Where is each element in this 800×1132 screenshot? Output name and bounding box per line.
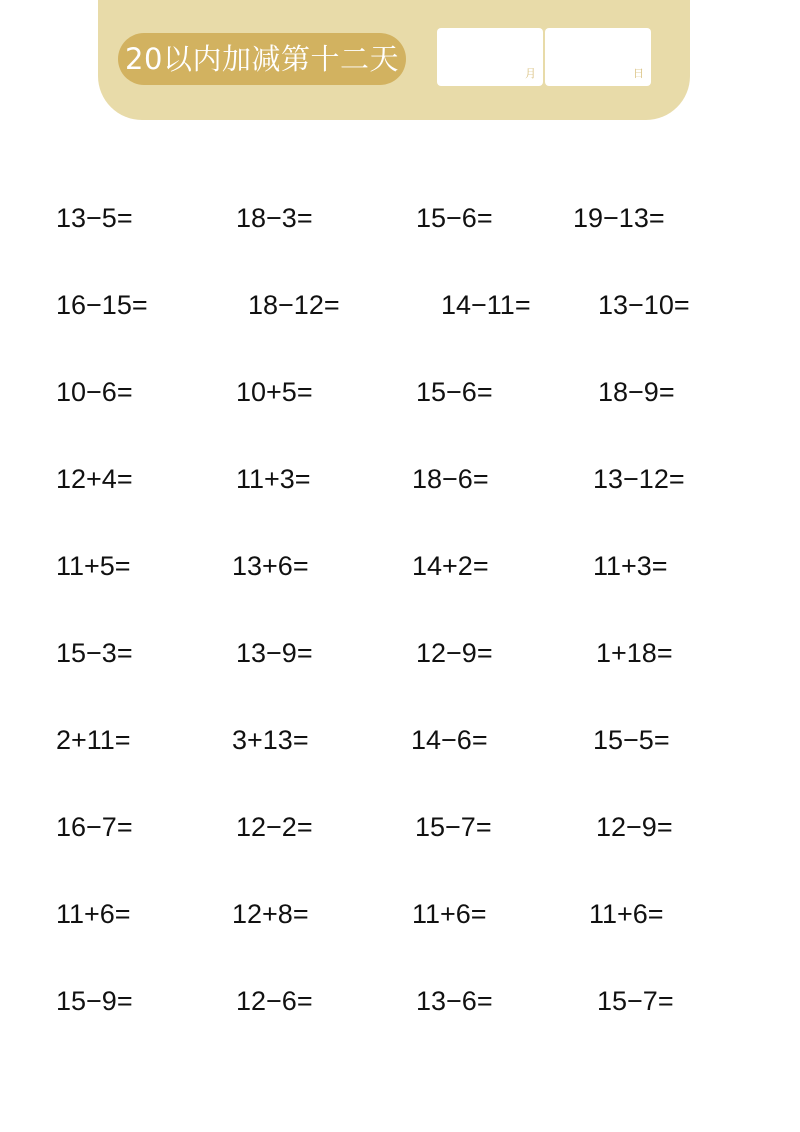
problem-r8-c3: 15−7= xyxy=(415,812,492,842)
problem-r7-c1: 2+11= xyxy=(56,725,131,755)
problem-r10-c1: 15−9= xyxy=(56,986,133,1016)
problem-r1-c2: 18−3= xyxy=(236,203,313,233)
problem-r9-c4: 11+6= xyxy=(589,899,664,929)
problem-r2-c1: 16−15= xyxy=(56,290,148,320)
day-unit-label: 日 xyxy=(633,67,644,80)
day-field[interactable] xyxy=(545,28,651,86)
problem-r5-c3: 14+2= xyxy=(412,551,489,581)
problem-r5-c4: 11+3= xyxy=(593,551,668,581)
problem-r3-c1: 10−6= xyxy=(56,377,133,407)
problem-r7-c3: 14−6= xyxy=(411,725,488,755)
problem-r9-c2: 12+8= xyxy=(232,899,309,929)
problem-r4-c2: 11+3= xyxy=(236,464,311,494)
problem-r6-c3: 12−9= xyxy=(416,638,493,668)
problem-r9-c1: 11+6= xyxy=(56,899,131,929)
problem-r3-c3: 15−6= xyxy=(416,377,493,407)
problem-r8-c2: 12−2= xyxy=(236,812,313,842)
problem-r7-c2: 3+13= xyxy=(232,725,309,755)
problem-r1-c3: 15−6= xyxy=(416,203,493,233)
problem-r8-c1: 16−7= xyxy=(56,812,133,842)
month-unit-label: 月 xyxy=(525,67,536,80)
problem-r8-c4: 12−9= xyxy=(596,812,673,842)
problem-r7-c4: 15−5= xyxy=(593,725,670,755)
problem-r4-c1: 12+4= xyxy=(56,464,133,494)
problem-r2-c4: 13−10= xyxy=(598,290,690,320)
problem-r4-c3: 18−6= xyxy=(412,464,489,494)
problem-r10-c4: 15−7= xyxy=(597,986,674,1016)
problem-r4-c4: 13−12= xyxy=(593,464,685,494)
month-field[interactable] xyxy=(437,28,543,86)
problem-r1-c1: 13−5= xyxy=(56,203,133,233)
problem-r10-c3: 13−6= xyxy=(416,986,493,1016)
problem-r2-c3: 14−11= xyxy=(441,290,531,320)
problem-r2-c2: 18−12= xyxy=(248,290,340,320)
worksheet-title: 20以内加减第十二天 xyxy=(118,33,406,85)
problem-r9-c3: 11+6= xyxy=(412,899,487,929)
problem-r3-c2: 10+5= xyxy=(236,377,313,407)
problem-r6-c2: 13−9= xyxy=(236,638,313,668)
problem-r3-c4: 18−9= xyxy=(598,377,675,407)
problem-r10-c2: 12−6= xyxy=(236,986,313,1016)
problem-r6-c4: 1+18= xyxy=(596,638,673,668)
problem-r1-c4: 19−13= xyxy=(573,203,665,233)
problem-r6-c1: 15−3= xyxy=(56,638,133,668)
problem-r5-c2: 13+6= xyxy=(232,551,309,581)
problem-r5-c1: 11+5= xyxy=(56,551,131,581)
